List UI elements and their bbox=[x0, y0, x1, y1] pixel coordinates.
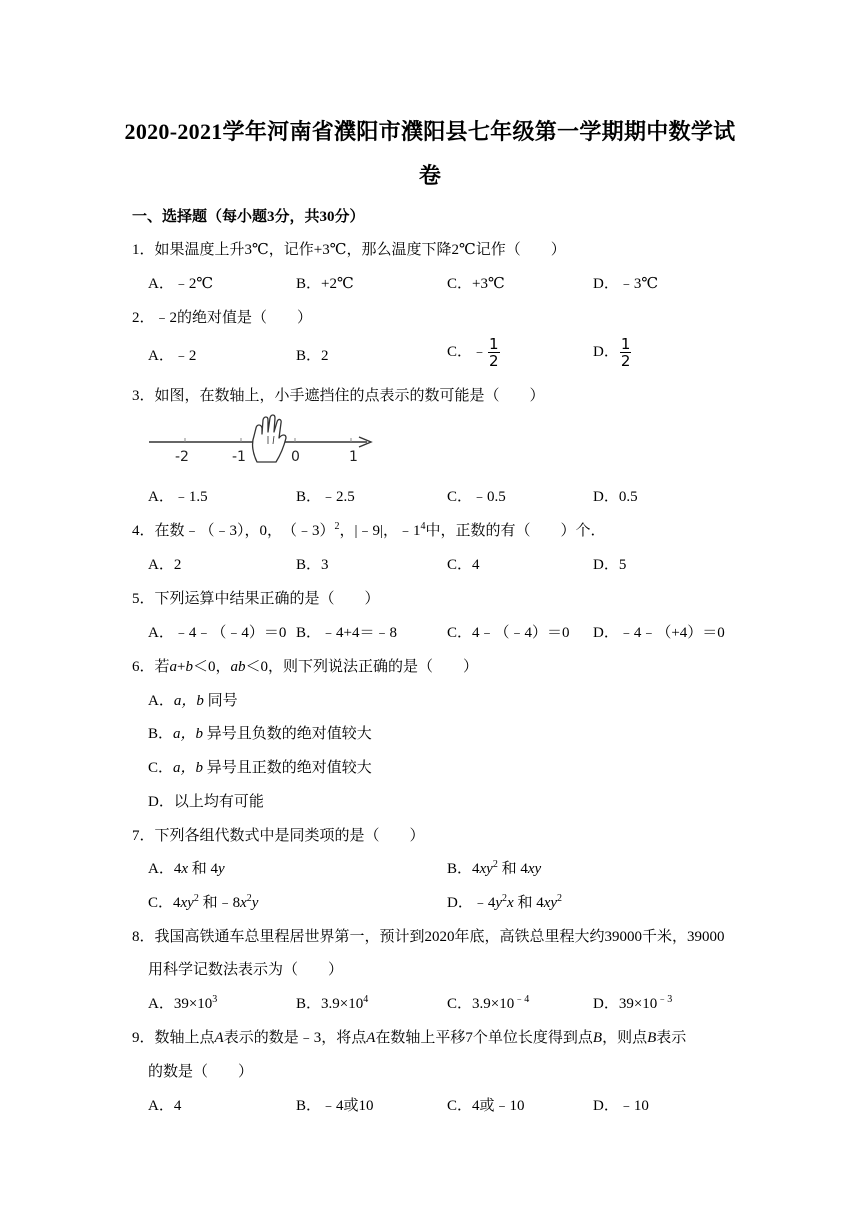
option-text: 和 bbox=[191, 861, 207, 877]
exponent: 2 bbox=[492, 859, 498, 870]
option-letter: A． bbox=[148, 693, 174, 709]
question-4-stem bbox=[132, 519, 606, 540]
fraction-one-half bbox=[488, 336, 500, 369]
fraction-one-half bbox=[620, 336, 632, 369]
question-6-stem-part: 6．若 bbox=[132, 659, 170, 675]
question-2-option-c bbox=[447, 336, 500, 369]
point-a-label: A bbox=[214, 1030, 224, 1046]
fraction-numerator: 1 bbox=[620, 335, 631, 353]
option-text: D．39×10 bbox=[593, 996, 658, 1012]
question-9-option-b: B．﹣4或10 bbox=[296, 1098, 374, 1114]
option-text: 和 bbox=[501, 861, 517, 877]
question-2-option-b: B．2 bbox=[296, 348, 329, 364]
point-a-label: A bbox=[366, 1030, 376, 1046]
exponent: 2 bbox=[246, 893, 252, 904]
exponent: 2 bbox=[502, 893, 508, 904]
variable-b: b bbox=[185, 659, 193, 675]
question-3-option-a: A．﹣1.5 bbox=[148, 489, 208, 505]
option-text: C．4 bbox=[148, 895, 181, 911]
question-5-option-c: C．4﹣（﹣4）＝0 bbox=[447, 625, 570, 641]
option-text: B．3.9×10 bbox=[296, 996, 364, 1012]
question-1-option-d: D．﹣3℃ bbox=[593, 276, 659, 292]
hand-icon bbox=[253, 415, 286, 462]
option-text: 同号 bbox=[203, 693, 238, 709]
question-6-stem-part: ＜0，则下列说法正确的是（ ） bbox=[245, 659, 479, 675]
variables-a-b: a，b bbox=[173, 760, 204, 776]
question-9-option-d: D．﹣10 bbox=[593, 1098, 649, 1114]
exponent: 4 bbox=[363, 994, 369, 1005]
axis-label-0: 0 bbox=[291, 449, 300, 465]
question-6-stem-part: ＜0， bbox=[192, 659, 231, 675]
question-5-option-a: A．﹣4﹣（﹣4）＝0 bbox=[148, 625, 287, 641]
question-3-stem: 3．如图，在数轴上，小手遮挡住的点表示的数可能是（ ） bbox=[132, 388, 545, 404]
option-text: 和 bbox=[517, 895, 533, 911]
exponent: 2 bbox=[193, 893, 199, 904]
point-b-label: B bbox=[592, 1030, 603, 1046]
question-1-option-a: A．﹣2℃ bbox=[148, 276, 214, 292]
question-8-option-a bbox=[148, 992, 217, 1013]
option-text: 异号且正数的绝对值较大 bbox=[203, 760, 372, 776]
question-9-stem-part: 9．数轴上点 bbox=[132, 1030, 215, 1046]
question-9-option-a: A．4 bbox=[148, 1098, 182, 1114]
question-7-option-c bbox=[148, 891, 258, 912]
question-7-option-d: D．$﹣4y^2x$ 和 $4xy^2$ bbox=[447, 893, 563, 911]
variable-ab: ab bbox=[230, 659, 246, 675]
question-9-stem-line2: 的数是（ ） bbox=[148, 1064, 254, 1080]
variable: x bbox=[507, 895, 514, 911]
variable: y bbox=[495, 895, 503, 911]
option-text: C．3.9×10 bbox=[447, 996, 515, 1012]
number-line-figure bbox=[145, 414, 380, 466]
exam-title-line1: 2020-2021学年河南省濮阳市濮阳县七年级第一学期期中数学试 bbox=[124, 119, 736, 144]
variable: y bbox=[251, 895, 259, 911]
axis-label-1: 1 bbox=[349, 449, 358, 465]
question-9-option-c: C．4或﹣10 bbox=[447, 1098, 525, 1114]
question-9-stem-part: 表示 bbox=[656, 1030, 687, 1046]
option-text: A．39×10 bbox=[148, 996, 213, 1012]
fraction-numerator: 1 bbox=[489, 335, 499, 353]
question-5-option-d: D．﹣4﹣（+4）＝0 bbox=[593, 625, 725, 641]
question-2-option-a: A．﹣2 bbox=[148, 348, 197, 364]
question-3-option-c: C．﹣0.5 bbox=[447, 489, 506, 505]
question-6-option-a bbox=[148, 689, 238, 710]
question-8-stem-line1: 8．我国高铁通车总里程居世界第一，预计到2020年底，高铁总里程大约39000千米，39000 bbox=[132, 929, 725, 945]
question-9-stem-part: 在数轴上平移7个单位长度得到点 bbox=[375, 1030, 593, 1046]
option-text: D．﹣4 bbox=[447, 895, 496, 911]
exponent: ﹣4 bbox=[514, 994, 530, 1005]
axis-label-neg2: -2 bbox=[175, 449, 189, 465]
variables-a-b: a，b bbox=[173, 693, 204, 709]
exponent: 3 bbox=[212, 994, 218, 1005]
question-8-option-c bbox=[447, 992, 529, 1013]
question-6-option-d: D．以上均有可能 bbox=[148, 794, 264, 810]
variables-a-b: a，b bbox=[173, 726, 204, 742]
plus-sign: + bbox=[177, 659, 186, 675]
point-b-label: B bbox=[647, 1030, 657, 1046]
question-3-option-d: D．0.5 bbox=[593, 489, 638, 505]
exponent: 2 bbox=[557, 893, 563, 904]
question-4-stem-part: 中，正数的有（ ）个． bbox=[425, 523, 606, 539]
option-text: B．4 bbox=[447, 861, 480, 877]
option-text: A．4 bbox=[148, 861, 182, 877]
variable: xy bbox=[527, 861, 542, 877]
question-6-option-b bbox=[148, 722, 372, 743]
variable: xy bbox=[479, 861, 493, 877]
question-5-option-b: B．﹣4+4＝﹣8 bbox=[296, 625, 397, 641]
question-8-stem-line2: 用科学记数法表示为（ ） bbox=[148, 962, 344, 978]
question-9-stem-part: ，则点 bbox=[602, 1030, 648, 1046]
question-8-option-d bbox=[593, 992, 672, 1013]
variable: x bbox=[240, 895, 247, 911]
exam-title-line2: 卷 bbox=[418, 163, 442, 188]
question-4-stem-part: ，|﹣9|，﹣1 bbox=[339, 523, 421, 539]
question-4-stem-part: 4．在数﹣（﹣3），0， （﹣3） bbox=[132, 523, 335, 539]
exponent: 4 bbox=[420, 521, 426, 532]
question-5-stem: 5．下列运算中结果正确的是（ ） bbox=[132, 591, 380, 607]
variable: x bbox=[181, 861, 189, 877]
variable: xy bbox=[180, 895, 194, 911]
question-6-stem bbox=[132, 655, 478, 676]
question-4-option-b: B．3 bbox=[296, 557, 329, 573]
question-7-option-a: A．4x 和 4y bbox=[148, 861, 225, 877]
question-4-option-a: A．2 bbox=[148, 557, 182, 573]
option-letter: B． bbox=[148, 726, 174, 742]
question-4-option-c: C．4 bbox=[447, 557, 480, 573]
question-3-option-b: B．﹣2.5 bbox=[296, 489, 355, 505]
axis-label-neg1: -1 bbox=[232, 449, 246, 465]
question-1-stem: 1．如果温度上升3℃，记作+3℃，那么温度下降2℃记作（ ） bbox=[132, 242, 566, 258]
question-2-stem: 2．﹣2的绝对值是（ ） bbox=[132, 310, 313, 326]
question-7-option-b: B．$4xy^2$ 和 4xy bbox=[447, 859, 542, 877]
question-9-stem-part: 表示的数是﹣3，将点 bbox=[223, 1030, 367, 1046]
question-2-option-d bbox=[593, 336, 631, 369]
question-4-option-d: D．5 bbox=[593, 557, 627, 573]
variable: xy bbox=[543, 895, 558, 911]
question-6-option-c bbox=[148, 756, 372, 777]
question-7-stem: 7．下列各组代数式中是同类项的是（ ） bbox=[132, 828, 425, 844]
question-2-option-c-prefix: C．﹣ bbox=[447, 343, 488, 360]
exponent: 2 bbox=[334, 521, 340, 532]
question-1-option-c: C．+3℃ bbox=[447, 276, 505, 292]
fraction-denominator: 2 bbox=[489, 352, 499, 370]
variable-a: a bbox=[169, 659, 178, 675]
variable: y bbox=[218, 861, 225, 877]
question-2-option-d-prefix: D． bbox=[593, 343, 619, 360]
question-8-option-b bbox=[296, 992, 368, 1013]
question-1-option-b: B．+2℃ bbox=[296, 276, 354, 292]
exponent: ﹣3 bbox=[657, 994, 673, 1005]
fraction-denominator: 2 bbox=[620, 352, 631, 370]
section-heading: 一、选择题（每小题3分，共30分） bbox=[132, 209, 365, 225]
option-text: 和﹣8 bbox=[202, 895, 241, 911]
question-9-stem-line1 bbox=[132, 1026, 686, 1047]
option-text: 异号且负数的绝对值较大 bbox=[203, 726, 372, 742]
option-letter: C． bbox=[148, 760, 174, 776]
